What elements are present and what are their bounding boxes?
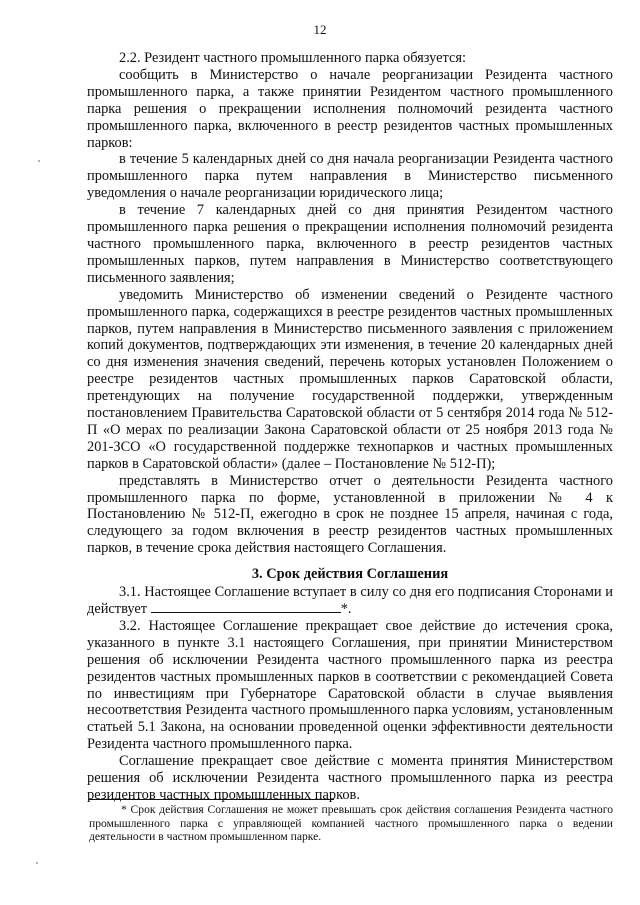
footnote-text: Срок действия Соглашения не может превышать срок действия соглашения Резидента частного промышленного парка с управляющей компанией частного промышленного парка о ведении деятельности в частном промышленном парке.	[89, 803, 613, 843]
section-3-heading: 3. Срок действия Соглашения	[251, 566, 449, 583]
footnote	[89, 803, 613, 844]
paragraph-notify-reorganization: сообщить в Министерство о начале реорганизации Резидента частного промышленного парка, а также принятии Резидентом частного промышленного парка решения о прекращении исполнения полномочий резидента частного промышленного парка, включенного в реестр резидентов частных промышленных парков:	[87, 66, 613, 151]
footnote-mark: *	[121, 803, 127, 816]
page-number: 12	[313, 22, 327, 37]
blank-term-field	[151, 601, 341, 613]
paragraph-3-1	[87, 584, 613, 618]
scan-speck	[36, 862, 38, 864]
paragraph-3-1-text: 3.1. Настоящее Соглашение вступает в силу со дня его подписания Сторонами и действует	[87, 584, 613, 617]
paragraph-2-2: 2.2. Резидент частного промышленного парка обязуется:	[119, 50, 467, 66]
paragraph-3-2: 3.2. Настоящее Соглашение прекращает свое действие до истечения срока, указанного в пункте 3.1 настоящего Соглашения, при принятии Министерством решения об исключении Резидента частного промышленного парка из реестра резидентов частных промышленных парков в соответствии с рекомендацией Совета по инвестициям при Губернаторе Саратовской области в случае выявления несоответствия Резидента частного промышленного парка условиям, установленным статьей 5.1 Закона, на основании проведенной оценки эффективности деятельности Резидента частного промышленного парка.	[87, 617, 613, 753]
document-body	[87, 50, 613, 804]
footnote-ref: *.	[340, 601, 352, 617]
scan-speck	[38, 160, 40, 162]
footnote-separator	[89, 799, 334, 800]
paragraph-7-days: в течение 7 календарных дней со дня принятия Резидентом частного промышленного парка решения о прекращении исполнения полномочий резидента частного промышленного парка, включенного в реестр резидентов частных промышленных парков, путем направления в Министерство соответствующего письменного заявления;	[87, 202, 613, 286]
paragraph-report: представлять в Министерство отчет о деятельности Резидента частного промышленного парка по форме, установленной в приложении № 4 к Постановлению № 512-П, ежегодно в срок не позднее 15 апреля, начиная с года, следующего за годом включения в реестр резидентов частных промышленных парков, в течение срока действия настоящего Соглашения.	[87, 472, 613, 557]
paragraph-notify-changes: уведомить Министерство об изменении сведений о Резиденте частного промышленного парка, содержащихся в реестре резидентов частных промышленных парков, путем направления в Министерство письменного заявления с приложением копий документов, подтверждающих эти изменения, в течение 20 календарных дней со дня изменения значения сведений, перечень которых установлен Положением о реестре резидентов частных промышленных парков Саратовской области, претендующих на получение государственной поддержки, утвержденным постановлением Правительства Саратовской области от 5 сентября 2014 года № 512-П «О мерах по реализации Закона Саратовской области от 25 ноября 2013 года № 201-ЗСО «О государственной поддержке технопарков и частных промышленных парков в Саратовской области» (далее – Постановление № 512-П);	[87, 286, 613, 472]
paragraph-termination: Соглашение прекращает свое действие с момента принятия Министерством решения об исключении Резидента частного промышленного парка из реестра резидентов частных промышленных парков.	[87, 753, 613, 803]
paragraph-5-days: в течение 5 календарных дней со дня начала реорганизации Резидента частного промышленного парка путем направления в Министерство письменного уведомления о начале реорганизации юридического лица;	[87, 151, 613, 202]
